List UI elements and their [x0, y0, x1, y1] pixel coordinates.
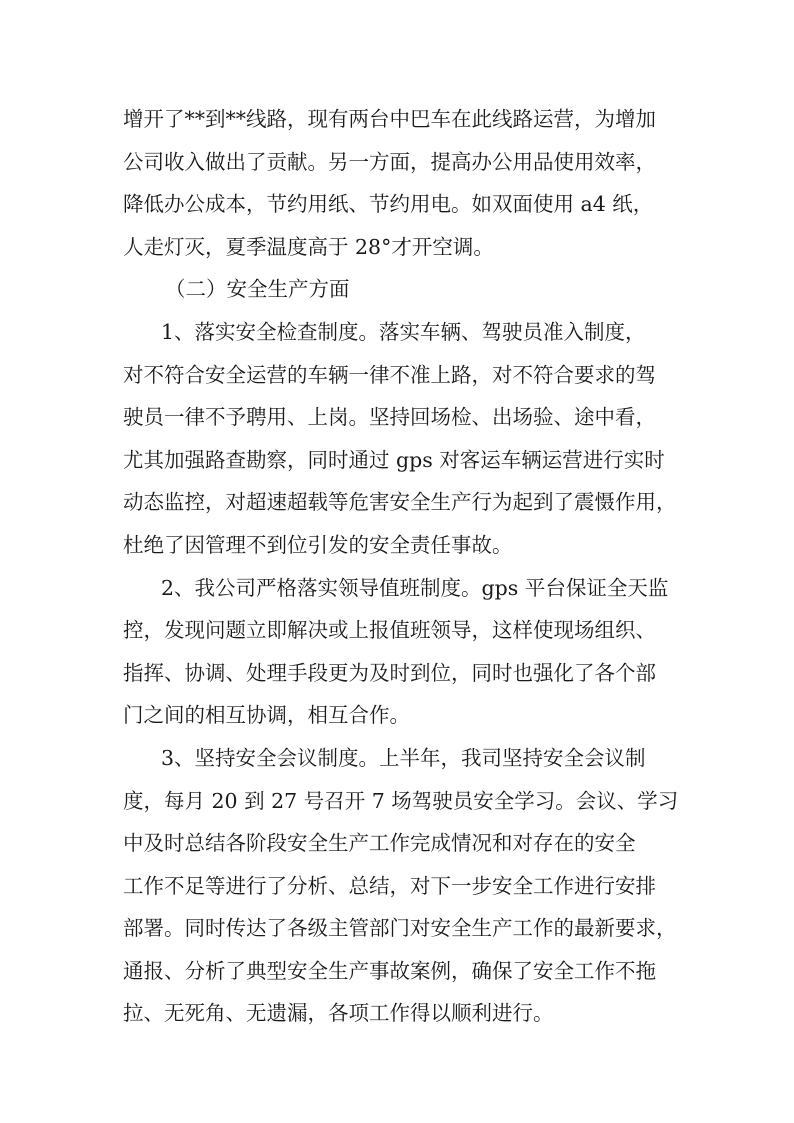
- text-line: 人走灯灭，夏季温度高于 28°才开空调。: [123, 234, 494, 259]
- text-line: 门之间的相互协调，相互合作。: [123, 703, 410, 728]
- paragraph-first-line: 3、坚持安全会议制度。上半年，我司坚持安全会议制: [161, 745, 646, 770]
- text-line: 工作不足等进行了分析、总结，对下一步安全工作进行安排: [123, 873, 656, 898]
- text-line: 动态监控，对超速超载等危害安全生产行为起到了震慑作用，: [123, 490, 677, 515]
- text-line: 降低办公成本，节约用纸、节约用电。如双面使用 a4 纸，: [123, 192, 654, 217]
- paragraph-first-line: 1、落实安全检查制度。落实车辆、驾驶员准入制度，: [161, 319, 646, 344]
- text-line: 指挥、协调、处理手段更为及时到位，同时也强化了各个部: [123, 660, 656, 685]
- text-line: 增开了**到**线路，现有两台中巴车在此线路运营，为增加: [123, 107, 656, 131]
- text-line: 拉、无死角、无遗漏，各项工作得以顺利进行。: [123, 1001, 554, 1026]
- text-line: 中及时总结各阶段安全生产工作完成情况和对存在的安全: [123, 831, 636, 856]
- text-line: 公司收入做出了贡献。另一方面，提高办公用品使用效率，: [123, 149, 656, 174]
- document-body: [123, 98, 683, 1035]
- text-line: 通报、分析了典型安全生产事故案例，确保了安全工作不拖: [123, 958, 656, 983]
- text-line: 对不符合安全运营的车辆一律不准上路，对不符合要求的驾: [123, 362, 656, 387]
- text-line: 尤其加强路查勘察，同时通过 gps 对客运车辆运营进行实时: [123, 447, 665, 472]
- text-line: 控，发现问题立即解决或上报值班领导，这样使现场组织、: [123, 618, 656, 643]
- text-line: 杜绝了因管理不到位引发的安全责任事故。: [123, 532, 513, 557]
- paragraph-first-line: 2、我公司严格落实领导值班制度。gps 平台保证全天监: [161, 575, 669, 600]
- text-line: 驶员一律不予聘用、上岗。坚持回场检、出场验、途中看，: [123, 405, 656, 430]
- text-line: 度，每月 20 到 27 号召开 7 场驾驶员安全学习。会议、学习: [123, 788, 679, 813]
- text-line: 部署。同时传达了各级主管部门对安全生产工作的最新要求，: [123, 916, 677, 941]
- section-heading: （二）安全生产方面: [165, 277, 350, 302]
